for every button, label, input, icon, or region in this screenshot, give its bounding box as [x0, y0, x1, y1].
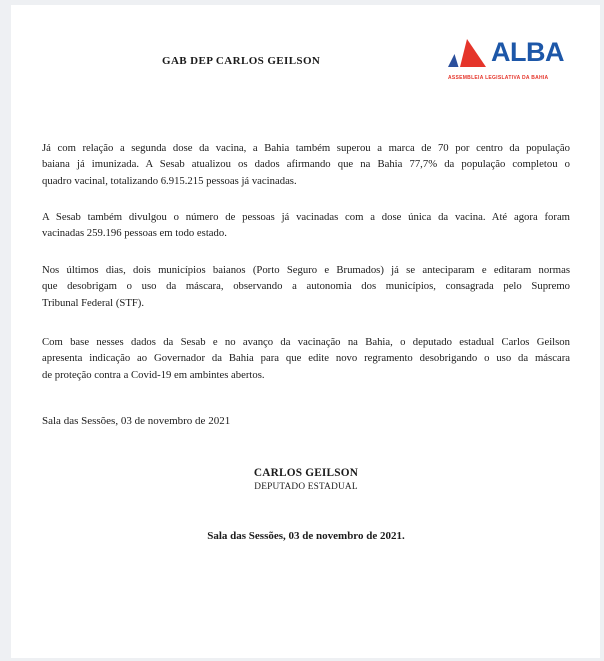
body-line: vacinadas 259.196 pessoas em todo estado. [42, 227, 227, 240]
signature-role: DEPUTADO ESTADUAL [254, 482, 358, 492]
alba-subtitle: ASSEMBLEIA LEGISLATIVA DA BAHIA [448, 75, 549, 81]
body-line: baiana já imunizada. A Sesab atualizou os dados afirmando que na Bahia 77,7% da população completou o [42, 158, 570, 171]
body-line: Com base nesses dados da Sesab e no avanço da vacinação na Bahia, o deputado estadual Carlos Geilson [42, 336, 570, 348]
document-page [11, 5, 600, 658]
body-line: que desobrigam o uso da máscara, observando a autonomia dos municípios, consagrada pelo Supremo [42, 280, 570, 293]
paragraph-vaccination-second-dose [42, 140, 570, 189]
body-line: de proteção contra a Covid-19 em ambintes abertos. [42, 368, 265, 381]
header-office-title: GAB DEP CARLOS GEILSON [162, 55, 321, 67]
body-line: quadro vacinal, totalizando 6.915.215 pessoas já vacinadas. [42, 174, 297, 187]
body-line: Tribunal Federal (STF). [42, 296, 145, 309]
signature-name: CARLOS GEILSON [253, 467, 359, 479]
body-line: Já com relação a segunda dose da vacina, a Bahia também superou a marca de 70 por centro da população [42, 142, 570, 154]
body-line: apresenta indicação ao Governador da Bahia para que edite novo regramento desobrigando o uso da máscara [42, 352, 570, 365]
paragraph-single-dose [42, 209, 570, 242]
body-line: A Sesab também divulgou o número de pessoas já vacinadas com a dose única da vacina. Até agora foram [42, 211, 570, 223]
alba-wordmark: ALBA [491, 37, 564, 67]
body-line: Nos últimos dias, dois municípios baianos (Porto Seguro e Brumados) já se anteciparam e editaram normas [42, 264, 570, 276]
paragraph-indication [42, 334, 570, 383]
closing-session-line: Sala das Sessões, 03 de novembro de 2021. [207, 530, 405, 542]
alba-triangle-icon [448, 39, 488, 69]
session-date-line: Sala das Sessões, 03 de novembro de 2021 [42, 415, 231, 427]
paragraph-municipalities [42, 262, 570, 311]
alba-logo [448, 37, 564, 85]
